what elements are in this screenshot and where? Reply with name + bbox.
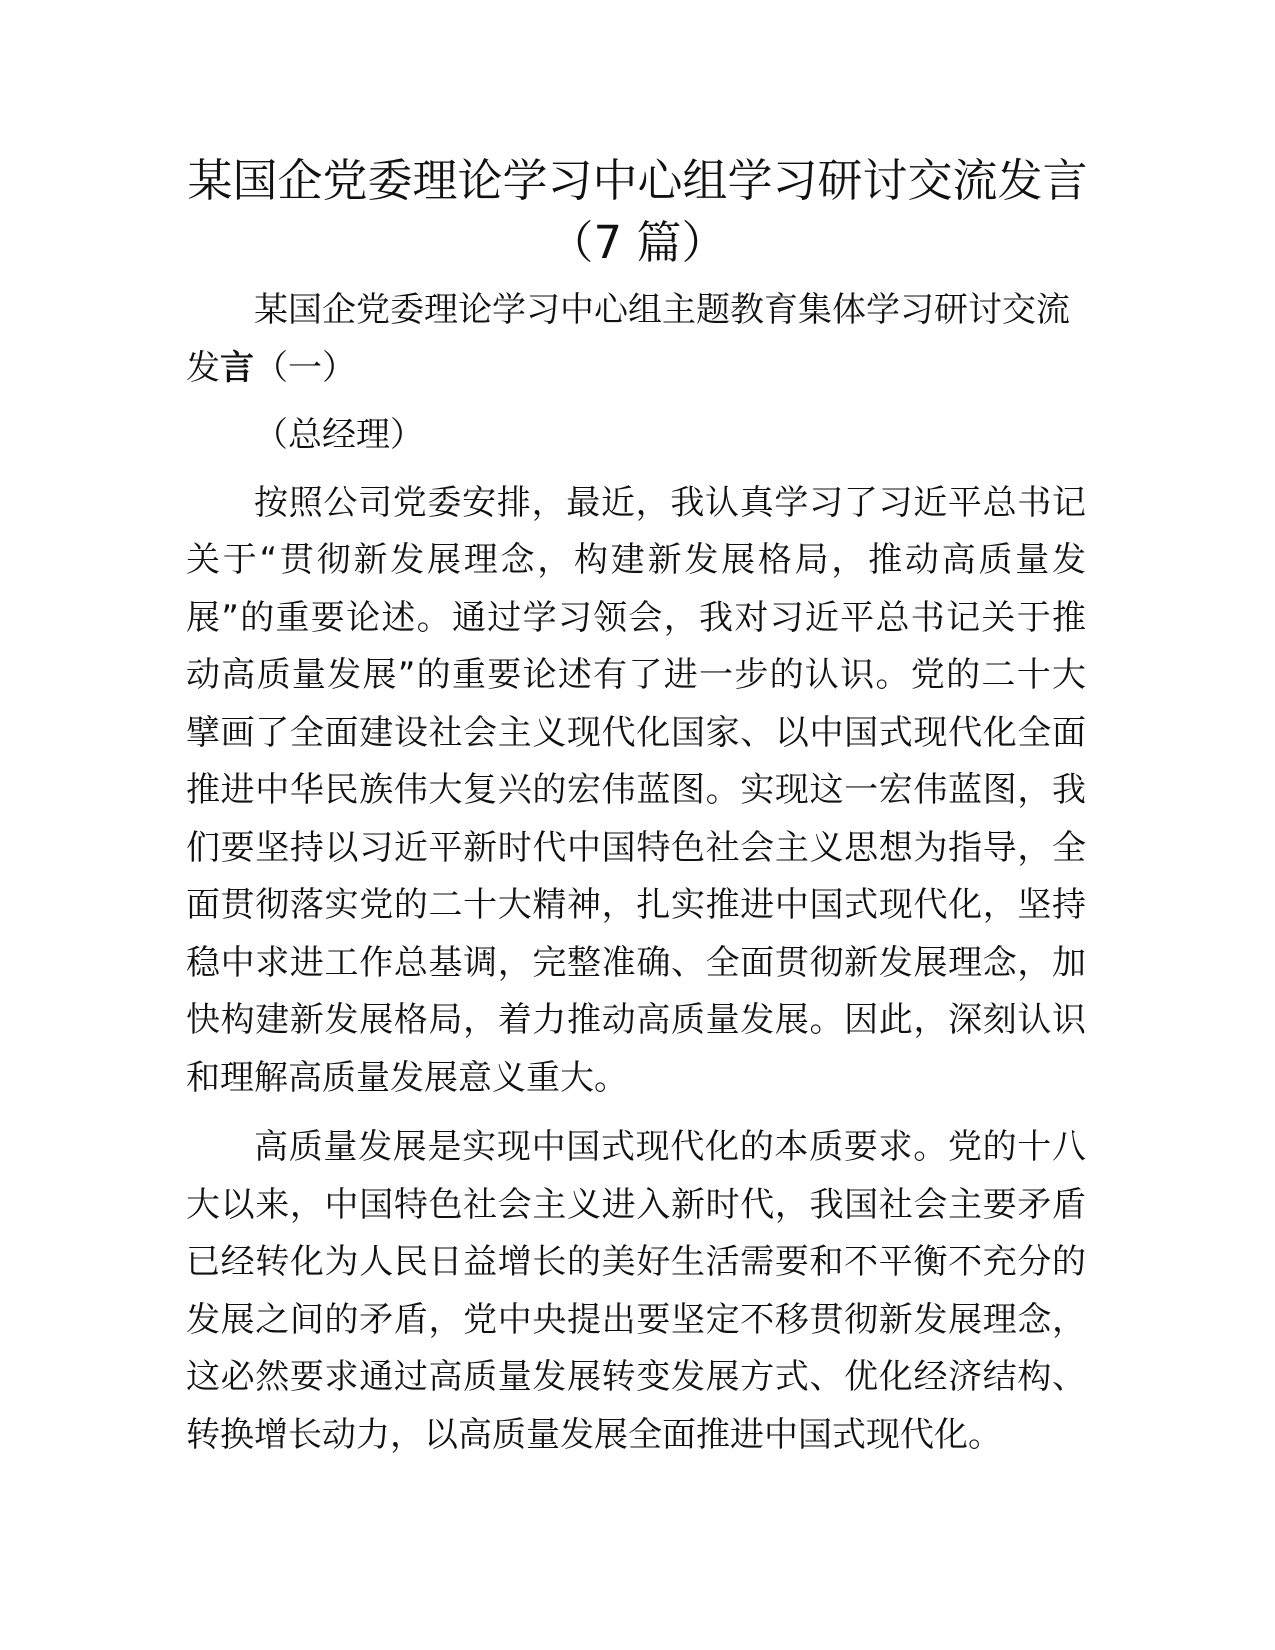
body-paragraph: 按照公司党委安排，最近，我认真学习了习近平总书记关于“贯彻新发展理念，构建新发展格局，推动高质量发展”的重要论述。通过学习领会，我对习近平总书记关于推动高质量发展”的重要论述有了进一步的认识。党的二十大擘画了全面建设社会主义现代化国家、以中国式现代化全面推进中华民族伟大复兴的宏伟蓝图。实现这一宏伟蓝图，我们要坚持以习近平新时代中国特色社会主义思想为指导，全面贯彻落实党的二十大精神，扎实推进中国式现代化，坚持稳中求进工作总基调，完整准确、全面贯彻新发展理念，加快构建新发展格局，着力推动高质量发展。因此，深刻认识和理解高质量发展意义重大。 — [186, 482, 1086, 1098]
body-paragraph: 高质量发展是实现中国式现代化的本质要求。党的十八大以来，中国特色社会主义进入新时代，我国社会主要矛盾已经转化为人民日益增长的美好生活需要和不平衡不充分的发展之间的矛盾，党中央提出要坚定不移贯彻新发展理念，这必然要求通过高质量发展转变发展方式、优化经济结构、转换增长动力，以高质量发展全面推进中国式现代化。 — [186, 1127, 1086, 1455]
section-heading-text: 某国企党委理论学习中心组主题教育集体学习研讨交流发 — [186, 290, 1070, 388]
document-title-line2: （7 篇） — [548, 216, 727, 269]
section-heading-number: （一） — [254, 347, 356, 388]
document-title-line1: 某国企党委理论学习中心组学习研讨交流发言 — [187, 154, 1088, 207]
section-heading-bold-char: 言 — [220, 347, 254, 388]
section-heading — [186, 282, 1086, 397]
document-body — [186, 282, 1086, 1464]
document-title — [150, 150, 1125, 274]
author-role: （总经理） — [254, 415, 424, 455]
